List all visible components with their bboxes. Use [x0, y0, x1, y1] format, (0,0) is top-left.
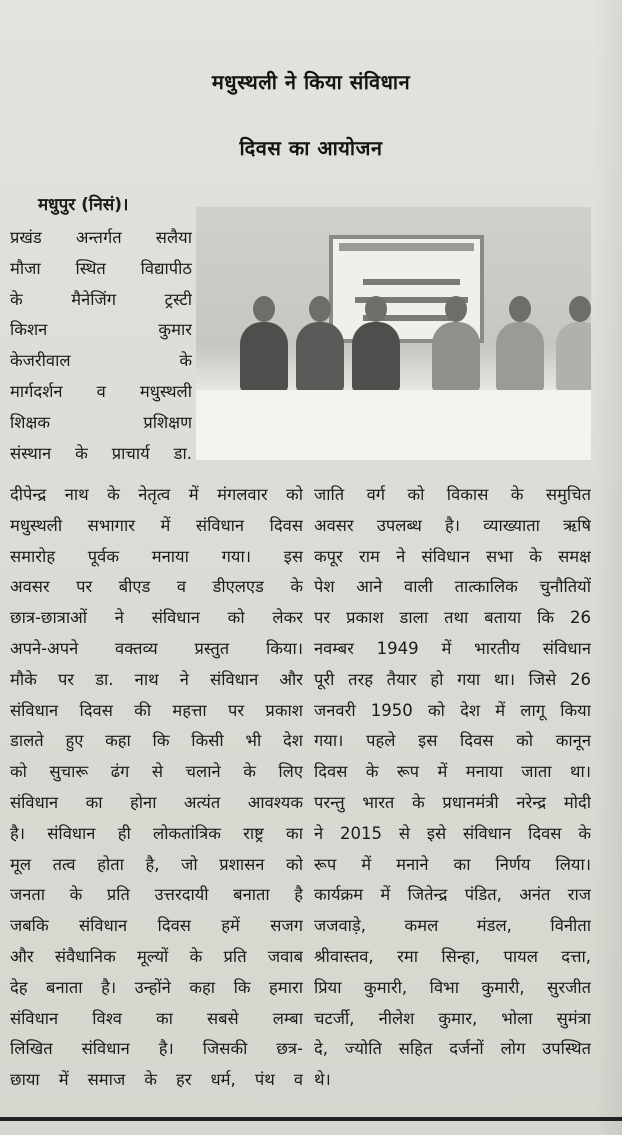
text-line: मार्गदर्शन व मधुस्थली: [10, 381, 192, 401]
text-line: जाति वर्ग को विकास के समुचित: [314, 485, 591, 504]
text-line: संविधान का होना अत्यंत आवश्यक: [10, 792, 303, 812]
stage-table: [196, 390, 591, 460]
guest-4: [432, 322, 480, 392]
text-line: मधुस्थली सभागार में संविधान दिवस: [10, 515, 303, 535]
text-line: शिक्षक प्रशिक्षण: [10, 412, 192, 432]
text-line: जजवाड़े, कमल मंडल, विनीता: [314, 916, 591, 936]
text-line: नवम्बर 1949 में भारतीय संविधान: [314, 638, 591, 658]
guest-5: [496, 322, 544, 392]
dateline: मधुपुर (निसं)।: [38, 195, 129, 215]
text-line: दीपेन्द्र नाथ के नेतृत्व में मंगलवार को: [10, 485, 303, 504]
text-line: मूल तत्व होता है, जो प्रशासन को: [10, 854, 303, 874]
text-line: है। संविधान ही लोकतांत्रिक राष्ट्र का: [10, 823, 303, 843]
text-line: दे, ज्योति सहित दर्जनों लोग उपस्थित: [314, 1039, 591, 1059]
text-line: पेश आने वाली तात्कालिक चुनौतियों: [314, 577, 591, 597]
text-line: अपने-अपने वक्तव्य प्रस्तुत किया।: [10, 638, 303, 658]
banner-line-1: [363, 279, 460, 285]
text-line: जबकि संविधान दिवस हमें सजग: [10, 916, 303, 936]
text-line: पर प्रकाश डाला तथा बताया कि 26: [314, 608, 591, 628]
text-line: किशन कुमार: [10, 320, 192, 340]
text-line: प्रिया कुमारी, विभा कुमारी, सुरजीत: [314, 977, 591, 997]
text-line: चटर्जी, नीलेश कुमार, भोला सुमंत्रा: [314, 1008, 591, 1028]
text-line: समारोह पूर्वक मनाया गया। इस: [10, 546, 303, 566]
text-line: डालते हुए कहा कि किसी भी देश: [10, 731, 303, 751]
guest-1: [240, 322, 288, 392]
text-line: कार्यक्रम में जितेन्द्र पंडित, अनंत राज: [314, 885, 591, 905]
text-line: संस्थान के प्राचार्य डा.: [10, 443, 192, 463]
text-line: मौजा स्थित विद्यापीठ: [10, 258, 192, 278]
text-line: जनता के प्रति उत्तरदायी बनाता है: [10, 885, 303, 905]
text-line: संविधान दिवस की महत्ता पर प्रकाश: [10, 700, 303, 720]
text-line: मौके पर डा. नाथ ने संविधान और: [10, 669, 303, 689]
event-photo: [196, 207, 591, 460]
text-line: को सुचारू ढंग से चलाने के लिए: [10, 762, 303, 782]
text-line: परन्तु भारत के प्रधानमंत्री नरेन्द्र मोदी: [314, 792, 591, 812]
guest-2: [296, 322, 344, 392]
text-line: संविधान विश्व का सबसे लम्बा: [10, 1008, 303, 1028]
headline-line-1: मधुस्थली ने किया संविधान: [211, 70, 411, 94]
text-line: कपूर राम ने संविधान सभा के समक्ष: [314, 546, 591, 566]
text-line: के मैनेजिंग ट्रस्टी: [10, 289, 192, 309]
text-line: ने 2015 से इसे संविधान दिवस के: [314, 823, 591, 843]
text-line: रूप में मनाने का निर्णय लिया।: [314, 854, 591, 874]
text-line: अवसर उपलब्ध है। व्याख्याता ऋषि: [314, 515, 591, 535]
text-line: थे।: [314, 1070, 331, 1090]
bottom-rule: [0, 1117, 622, 1121]
narrow-column: [10, 223, 192, 469]
right-column: [314, 480, 591, 1096]
text-line: लिखित संविधान है। जिसकी छत्र-: [10, 1039, 303, 1059]
guest-3: [352, 322, 400, 392]
headline-line-2: दिवस का आयोजन: [239, 136, 383, 160]
left-column: [10, 480, 303, 1096]
text-line: देह बनाता है। उन्होंने कहा कि हमारा: [10, 977, 303, 997]
text-line: छात्र-छात्राओं ने संविधान को लेकर: [10, 608, 303, 628]
text-line: केजरीवाल के: [10, 351, 192, 371]
text-line: और संवैधानिक मूल्यों के प्रति जवाब: [10, 946, 303, 966]
text-line: अवसर पर बीएड व डीएलएड के: [10, 577, 303, 597]
text-line: पूरी तरह तैयार हो गया था। जिसे 26: [314, 669, 591, 689]
text-line: दिवस के रूप में मनाया जाता था।: [314, 762, 591, 782]
text-line: गया। पहले इस दिवस को कानून: [314, 731, 591, 751]
page-edge-shadow: [594, 0, 622, 1135]
text-line: जनवरी 1950 को देश में लागू किया: [314, 700, 591, 720]
text-line: श्रीवास्तव, रमा सिन्हा, पायल दत्ता,: [314, 946, 591, 966]
guest-6: [556, 322, 591, 392]
text-line: छाया में समाज के हर धर्म, पंथ व: [10, 1070, 303, 1090]
text-line: प्रखंड अन्तर्गत सलैया: [10, 228, 192, 247]
